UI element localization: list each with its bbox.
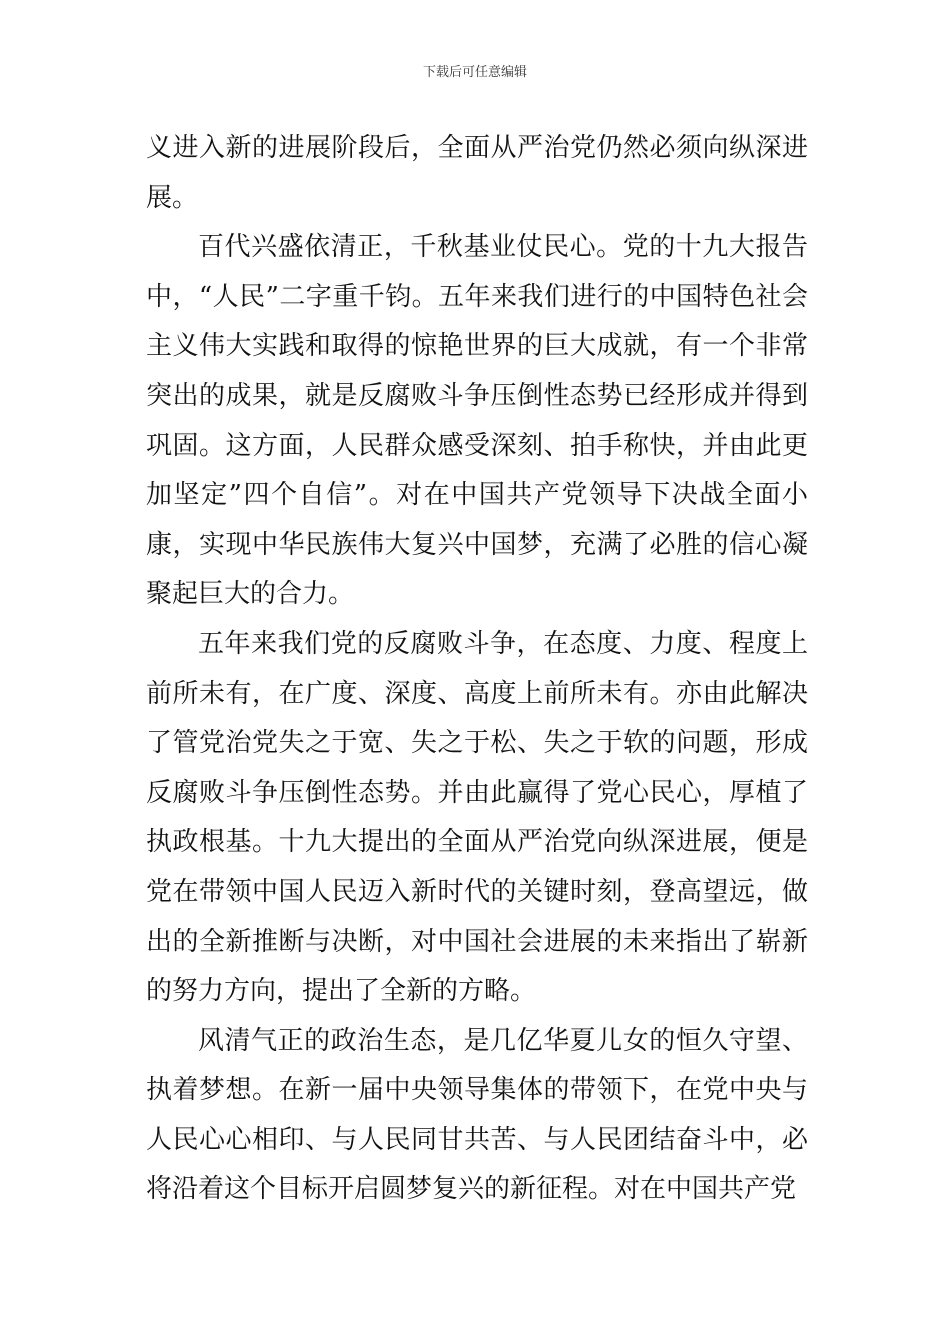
page-header: 下载后可任意编辑 [422,65,527,80]
document-body [146,124,808,1215]
paragraph: 百代兴盛依清正，千秋基业仗民心。党的十九大报告中，“人民”二字重千钧。五年来我们进行的中国特色社会主义伟大实践和取得的惊艳世界的巨大成就，有一个非常突出的成果，就是反腐败斗争压倒性态势已经形成并得到巩固。这方面，人民群众感受深刻、拍手称快，并由此更加坚定”四个自信”。对在中国共产党领导下决战全面小康，实现中华民族伟大复兴中国梦，充满了必胜的信心凝聚起巨大的合力。 [146,232,808,610]
paragraph: 五年来我们党的反腐败斗争，在态度、力度、程度上前所未有，在广度、深度、高度上前所未有。亦由此解决了管党治党失之于宽、失之于松、失之于软的问题，形成反腐败斗争压倒性态势。并由此赢得了党心民心，厚植了执政根基。十九大提出的全面从严治党向纵深进展，便是党在带领中国人民迈入新时代的关键时刻，登高望远，做出的全新推断与决断，对中国社会进展的未来指出了崭新的努力方向，提出了全新的方略。 [146,628,808,1007]
paragraph: 风清气正的政治生态，是几亿华夏儿女的恒久守望、执着梦想。在新一届中央领导集体的带领下，在党中央与人民心心相印、与人民同甘共苦、与人民团结奋斗中，必将沿着这个目标开启圆梦复兴的新征程。对在中国共产党 [146,1025,808,1205]
paragraph-continuation: 义进入新的进展阶段后，全面从严治党仍然必须向纵深进展。 [146,133,808,213]
